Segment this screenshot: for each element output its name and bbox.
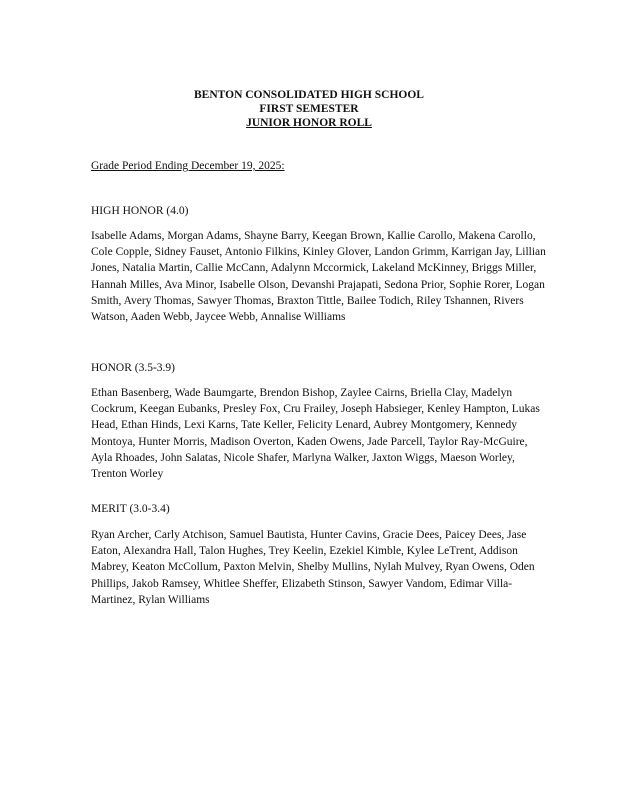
high-honor-names: Isabelle Adams, Morgan Adams, Shayne Barry, Keegan Brown, Kallie Carollo, Makena Carollo, Cole Copple, Sidney Fauset, Antonio Filkins, Kinley Glover, Landon Grimm, Karrigan Jay, Lillian Jones, Natalia Martin, Callie McCann, Adalynn Mccormick, Lakeland McKinney, Briggs Miller, Hannah Milles, Ava Minor, Isabelle Olson, Devanshi Prajapati, Sedona Prior, Sophie Rorer, Logan Smith, Avery Thomas, Sawyer Thomas, Braxton Tittle, Bailee Todich, Riley Tshannen, Rivers Watson, Aaden Webb, Jaycee Webb, Annalise Williams	[91, 230, 546, 324]
semester-title: FIRST SEMESTER	[259, 103, 359, 115]
merit-heading: MERIT (3.0-3.4)	[91, 503, 170, 515]
honor-roll-title: JUNIOR HONOR ROLL	[246, 117, 372, 129]
document-header	[0, 88, 618, 130]
honor-names: Ethan Basenberg, Wade Baumgarte, Brendon Bishop, Zaylee Cairns, Briella Clay, Madelyn Cockrum, Keegan Eubanks, Presley Fox, Cru Frailey, Joseph Habsieger, Kenley Hampton, Lukas Head, Ethan Hinds, Lexi Karns, Tate Keller, Felicity Lenard, Aubrey Montgomery, Kennedy Montoya, Hunter Morris, Madison Overton, Kaden Owens, Jade Parcell, Taylor Ray-McGuire, Ayla Rhoades, John Salatas, Nicole Shafer, Marlyna Walker, Jaxton Wiggs, Maeson Worley, Trenton Worley	[91, 387, 540, 481]
grade-period-label: Grade Period Ending December 19, 2025:	[91, 160, 285, 172]
high-honor-heading: HIGH HONOR (4.0)	[91, 205, 189, 217]
school-name: BENTON CONSOLIDATED HIGH SCHOOL	[194, 89, 424, 101]
merit-names: Ryan Archer, Carly Atchison, Samuel Bautista, Hunter Cavins, Gracie Dees, Paicey Dees, Jase Eaton, Alexandra Hall, Talon Hughes, Trey Keelin, Ezekiel Kimble, Kylee LeTrent, Addison Mabrey, Keaton McCollum, Paxton Melvin, Shelby Mullins, Nylah Mulvey, Ryan Owens, Oden Phillips, Jakob Ramsey, Whitlee Sheffer, Elizabeth Stinson, Sawyer Vandom, Edimar Villa-Martinez, Rylan Williams	[91, 529, 535, 606]
honor-heading: HONOR (3.5-3.9)	[91, 362, 176, 374]
